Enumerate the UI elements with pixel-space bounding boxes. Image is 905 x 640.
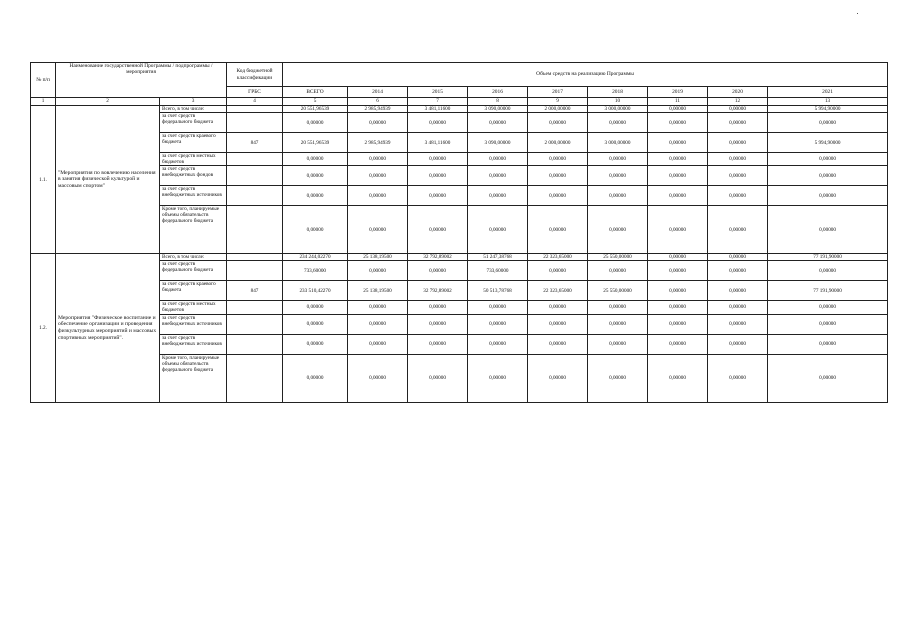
amount-cell: 0,00000 [528, 166, 588, 186]
amount-cell: 20 551,96539 [283, 106, 348, 113]
amount-cell: 0,00000 [528, 334, 588, 354]
amount-cell: 0,00000 [648, 301, 708, 314]
header-year: 2014 [348, 87, 408, 98]
amount-cell: 0,00000 [648, 354, 708, 402]
column-index: 5 [283, 98, 348, 106]
funding-source-label: за счет средств местных бюджетов [160, 301, 227, 314]
funding-source-label: за счет средств местных бюджетов [160, 153, 227, 166]
amount-cell: 0,00000 [528, 354, 588, 402]
amount-cell: 0,00000 [348, 166, 408, 186]
column-index: 3 [160, 98, 227, 106]
header-year: 2017 [528, 87, 588, 98]
amount-cell: 0,00000 [708, 301, 768, 314]
amount-cell: 0,00000 [283, 301, 348, 314]
header-code: Код бюджетной классификации [227, 63, 283, 87]
amount-cell: 0,00000 [648, 106, 708, 113]
amount-cell: 0,00000 [648, 254, 708, 261]
amount-cell: 0,00000 [588, 186, 648, 206]
funding-source-label: Кроме того, планируемые объемы обязательств федерального бюджета [160, 354, 227, 402]
amount-cell: 0,00000 [348, 314, 408, 334]
column-index: 6 [348, 98, 408, 106]
amount-cell: 0,00000 [283, 186, 348, 206]
amount-cell: 51 247,38768 [468, 254, 528, 261]
table-row [31, 254, 888, 261]
amount-cell: 0,00000 [283, 113, 348, 133]
amount-cell: 0,00000 [283, 314, 348, 334]
amount-cell: 0,00000 [768, 301, 888, 314]
amount-cell: 0,00000 [588, 314, 648, 334]
amount-cell: 0,00000 [768, 153, 888, 166]
amount-cell: 0,00000 [588, 261, 648, 281]
amount-cell: 0,00000 [528, 186, 588, 206]
amount-cell: 25 550,00000 [588, 281, 648, 301]
amount-cell: 0,00000 [408, 261, 468, 281]
header-year: 2019 [648, 87, 708, 98]
amount-cell: 0,00000 [468, 113, 528, 133]
header-year: 2016 [468, 87, 528, 98]
amount-cell: 25 550,00000 [588, 254, 648, 261]
header-number: № п/п [31, 63, 56, 98]
header-year: 2015 [408, 87, 468, 98]
grbs-code [227, 354, 283, 402]
amount-cell: 0,00000 [468, 354, 528, 402]
grbs-code [227, 254, 283, 261]
amount-cell: 2 000,00000 [528, 106, 588, 113]
amount-cell: 0,00000 [283, 206, 348, 254]
amount-cell: 0,00000 [708, 166, 768, 186]
amount-cell: 5 994,90000 [768, 106, 888, 113]
grbs-code [227, 301, 283, 314]
column-index: 1 [31, 98, 56, 106]
amount-cell: 0,00000 [408, 334, 468, 354]
amount-cell: 0,00000 [768, 314, 888, 334]
funding-source-label: за счет средств краевого бюджета [160, 133, 227, 153]
table-row [31, 354, 888, 402]
amount-cell: 0,00000 [528, 261, 588, 281]
grbs-code: 847 [227, 281, 283, 301]
amount-cell: 0,00000 [648, 153, 708, 166]
program-funding-table [30, 62, 888, 403]
funding-source-label: за счет средств федерального бюджета [160, 113, 227, 133]
amount-cell: 0,00000 [408, 113, 468, 133]
amount-cell: 77 191,90000 [768, 254, 888, 261]
column-index: 8 [468, 98, 528, 106]
amount-cell: 0,00000 [708, 281, 768, 301]
section-number: 1.2. [31, 254, 56, 402]
amount-cell: 2 000,00000 [528, 133, 588, 153]
amount-cell: 0,00000 [408, 314, 468, 334]
amount-cell: 0,00000 [588, 153, 648, 166]
grbs-code [227, 261, 283, 281]
amount-cell: 0,00000 [708, 133, 768, 153]
section-number: 1.1. [31, 106, 56, 254]
grbs-code [227, 113, 283, 133]
funding-source-label: Кроме того, планируемые объемы обязательств федерального бюджета [160, 206, 227, 254]
grbs-code [227, 153, 283, 166]
table-row [31, 261, 888, 281]
amount-cell: 5 994,90000 [768, 133, 888, 153]
funding-source-label: за счет средств внебюджетных источников [160, 334, 227, 354]
amount-cell: 22 323,65000 [528, 281, 588, 301]
table-row [31, 206, 888, 254]
amount-cell: 3 481,11600 [408, 133, 468, 153]
amount-cell: 0,00000 [468, 153, 528, 166]
funding-source-label: Всего, в том числе: [160, 254, 227, 261]
grbs-code [227, 106, 283, 113]
amount-cell: 3 000,00000 [588, 133, 648, 153]
column-index: 7 [408, 98, 468, 106]
amount-cell: 0,00000 [588, 354, 648, 402]
column-index: 2 [56, 98, 160, 106]
amount-cell: 0,00000 [348, 334, 408, 354]
amount-cell: 0,00000 [468, 206, 528, 254]
amount-cell: 0,00000 [468, 186, 528, 206]
amount-cell: 0,00000 [468, 334, 528, 354]
funding-source-label: за счет средств внебюджетных источников [160, 314, 227, 334]
amount-cell: 0,00000 [708, 186, 768, 206]
column-index: 4 [227, 98, 283, 106]
table-header [31, 63, 888, 106]
amount-cell: 0,00000 [708, 153, 768, 166]
amount-cell: 0,00000 [348, 354, 408, 402]
amount-cell: 0,00000 [648, 206, 708, 254]
table-row [31, 314, 888, 334]
amount-cell: 233 510,42270 [283, 281, 348, 301]
amount-cell: 0,00000 [283, 354, 348, 402]
amount-cell: 0,00000 [588, 301, 648, 314]
column-index: 13 [768, 98, 888, 106]
amount-cell: 0,00000 [648, 186, 708, 206]
amount-cell: 25 138,19500 [348, 254, 408, 261]
amount-cell: 77 191,90000 [768, 281, 888, 301]
amount-cell: 0,00000 [708, 106, 768, 113]
amount-cell: 0,00000 [648, 261, 708, 281]
grbs-code [227, 166, 283, 186]
amount-cell: 0,00000 [468, 301, 528, 314]
table-row [31, 106, 888, 113]
funding-source-label: за счет средств внебюджетных фондов [160, 166, 227, 186]
grbs-code [227, 206, 283, 254]
amount-cell: 0,00000 [348, 153, 408, 166]
amount-cell: 0,00000 [528, 206, 588, 254]
table-row [31, 133, 888, 153]
column-index: 9 [528, 98, 588, 106]
amount-cell: 3 000,00000 [588, 106, 648, 113]
amount-cell: 0,00000 [708, 261, 768, 281]
column-index: 10 [588, 98, 648, 106]
funding-source-label: Всего, в том числе: [160, 106, 227, 113]
table-row [31, 281, 888, 301]
amount-cell: 2 985,94939 [348, 133, 408, 153]
amount-cell: 0,00000 [768, 113, 888, 133]
amount-cell: 3 090,00000 [468, 133, 528, 153]
amount-cell: 0,00000 [528, 113, 588, 133]
amount-cell: 0,00000 [768, 166, 888, 186]
grbs-code [227, 334, 283, 354]
amount-cell: 3 090,00000 [468, 106, 528, 113]
header-year: 2018 [588, 87, 648, 98]
amount-cell: 0,00000 [408, 186, 468, 206]
header-grbs: ГРБС [227, 87, 283, 98]
amount-cell: 32 792,89002 [408, 281, 468, 301]
header-year: 2021 [768, 87, 888, 98]
amount-cell: 0,00000 [648, 113, 708, 133]
amount-cell: 0,00000 [528, 314, 588, 334]
header-year: 2020 [708, 87, 768, 98]
amount-cell: 0,00000 [648, 166, 708, 186]
amount-cell: 0,00000 [348, 186, 408, 206]
amount-cell: 0,00000 [648, 133, 708, 153]
budget-table-sheet [30, 62, 887, 403]
amount-cell: 0,00000 [528, 153, 588, 166]
amount-cell: 0,00000 [588, 206, 648, 254]
amount-cell: 0,00000 [768, 354, 888, 402]
amount-cell: 234 244,02270 [283, 254, 348, 261]
amount-cell: 0,00000 [408, 166, 468, 186]
amount-cell: 0,00000 [528, 301, 588, 314]
amount-cell: 0,00000 [648, 334, 708, 354]
header-name: Наименование государственной Программы / подпрограммы / мероприятия [56, 63, 227, 98]
amount-cell: 50 513,78768 [468, 281, 528, 301]
column-index: 11 [648, 98, 708, 106]
amount-cell: 733,60000 [283, 261, 348, 281]
amount-cell: 0,00000 [283, 153, 348, 166]
amount-cell: 0,00000 [348, 301, 408, 314]
section-name: Мероприятия "Физическое воспитание и обеспечение организации и проведения физкультурных мероприятий и массовых спортивных мероприятий". [56, 254, 160, 402]
amount-cell: 25 138,19500 [348, 281, 408, 301]
header-volume: Объем средств на реализацию Программы [283, 63, 888, 87]
amount-cell: 0,00000 [768, 206, 888, 254]
amount-cell: 0,00000 [708, 254, 768, 261]
amount-cell: 0,00000 [408, 153, 468, 166]
amount-cell: 0,00000 [708, 354, 768, 402]
funding-source-label: за счет средств краевого бюджета [160, 281, 227, 301]
amount-cell: 0,00000 [768, 261, 888, 281]
amount-cell: 0,00000 [588, 113, 648, 133]
table-row [31, 166, 888, 186]
amount-cell: 0,00000 [588, 166, 648, 186]
grbs-code [227, 186, 283, 206]
table-row [31, 153, 888, 166]
column-index: 12 [708, 98, 768, 106]
amount-cell: 0,00000 [408, 206, 468, 254]
amount-cell: 0,00000 [768, 186, 888, 206]
table-row [31, 334, 888, 354]
amount-cell: 20 551,96539 [283, 133, 348, 153]
amount-cell: 0,00000 [348, 261, 408, 281]
amount-cell: 22 323,65000 [528, 254, 588, 261]
section-name: "Мероприятия по вовлечению населения в занятия физической культурой и массовым спортом" [56, 106, 160, 254]
amount-cell: 733,60000 [468, 261, 528, 281]
amount-cell: 0,00000 [708, 314, 768, 334]
amount-cell: 0,00000 [768, 334, 888, 354]
amount-cell: 0,00000 [468, 314, 528, 334]
amount-cell: 0,00000 [588, 334, 648, 354]
amount-cell: 0,00000 [648, 281, 708, 301]
amount-cell: 0,00000 [348, 113, 408, 133]
scan-speck [857, 13, 858, 14]
amount-cell: 0,00000 [283, 334, 348, 354]
amount-cell: 32 792,89002 [408, 254, 468, 261]
table-row [31, 186, 888, 206]
funding-source-label: за счет средств внебюджетных источников [160, 186, 227, 206]
amount-cell: 0,00000 [708, 206, 768, 254]
funding-source-label: за счет средств федерального бюджета [160, 261, 227, 281]
table-row [31, 113, 888, 133]
table-row [31, 301, 888, 314]
amount-cell: 0,00000 [408, 301, 468, 314]
grbs-code [227, 314, 283, 334]
amount-cell: 3 481,11600 [408, 106, 468, 113]
amount-cell: 0,00000 [348, 206, 408, 254]
amount-cell: 2 985,94939 [348, 106, 408, 113]
amount-cell: 0,00000 [708, 334, 768, 354]
amount-cell: 0,00000 [468, 166, 528, 186]
amount-cell: 0,00000 [283, 166, 348, 186]
grbs-code: 847 [227, 133, 283, 153]
table-body [31, 106, 888, 403]
amount-cell: 0,00000 [708, 113, 768, 133]
amount-cell: 0,00000 [648, 314, 708, 334]
amount-cell: 0,00000 [408, 354, 468, 402]
header-year: ВСЕГО [283, 87, 348, 98]
